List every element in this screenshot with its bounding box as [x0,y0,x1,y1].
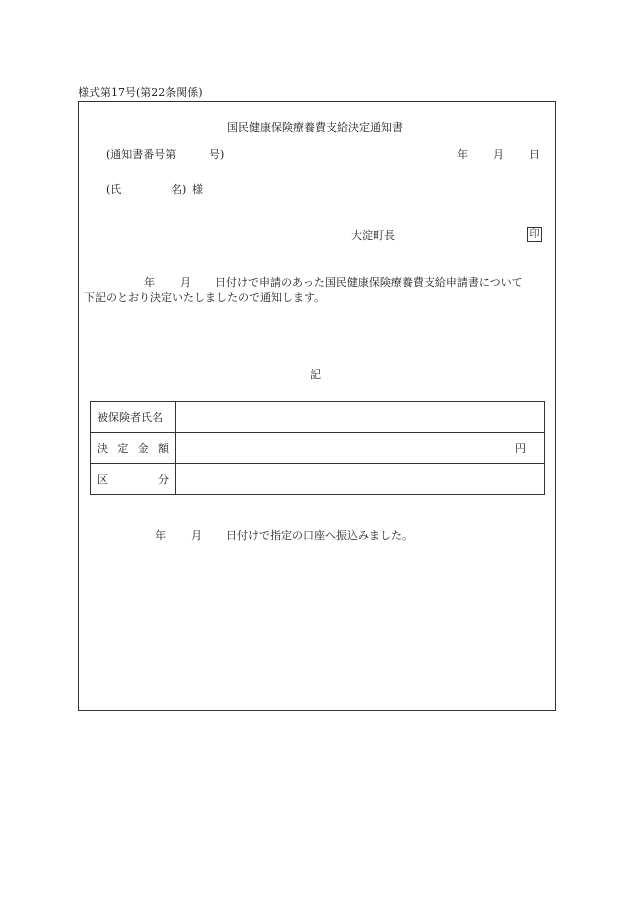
date-day: 日 [529,148,540,161]
recipient-honorific: 様 [192,183,203,196]
date-year: 年 [457,148,468,161]
table-label-cell [91,402,176,433]
category-label [91,471,175,487]
label-char: 額 [157,442,169,455]
category-value [176,464,545,495]
document-title: 国民健康保険療養費支給決定通知書 [227,121,403,134]
body-line1-text: 日付けで申請のあった国民健康保険療養費支給申請書について [215,276,523,289]
table-label-cell [91,433,176,464]
notice-number-prefix: (通知書番号第 [106,148,177,161]
recipient-open: (氏 [106,183,122,196]
ki-label: 記 [310,368,321,381]
detail-table [90,401,545,495]
issuer-name: 大淀町長 [351,229,395,242]
label-char: 金 [137,442,149,455]
label-char: 定 [117,442,129,455]
table-row [91,464,545,495]
table-row [91,433,545,464]
decided-amount-value: 円 [176,433,545,464]
transfer-text: 日付けで指定の口座へ振込みました。 [226,529,413,542]
insured-name-label: 被保険者氏名 [97,411,163,424]
seal-stamp: 印 [527,227,542,242]
insured-name-value [176,402,545,433]
table-row [91,402,545,433]
transfer-year: 年 [155,529,166,542]
label-char: 決 [97,442,108,455]
body-year: 年 [144,276,155,289]
notice-number-suffix: 号) [209,148,225,161]
recipient-close: 名) [171,183,187,196]
form-number-label: 様式第17号(第22条関係) [78,86,203,99]
body-line2-text: 下記のとおり決定いたしましたので通知します。 [84,291,326,304]
transfer-month: 月 [191,529,202,542]
table-label-cell [91,464,176,495]
decided-amount-label [91,440,175,456]
label-char: 区 [97,473,108,486]
body-month: 月 [180,276,191,289]
label-char: 分 [158,473,169,486]
date-month: 月 [493,148,504,161]
